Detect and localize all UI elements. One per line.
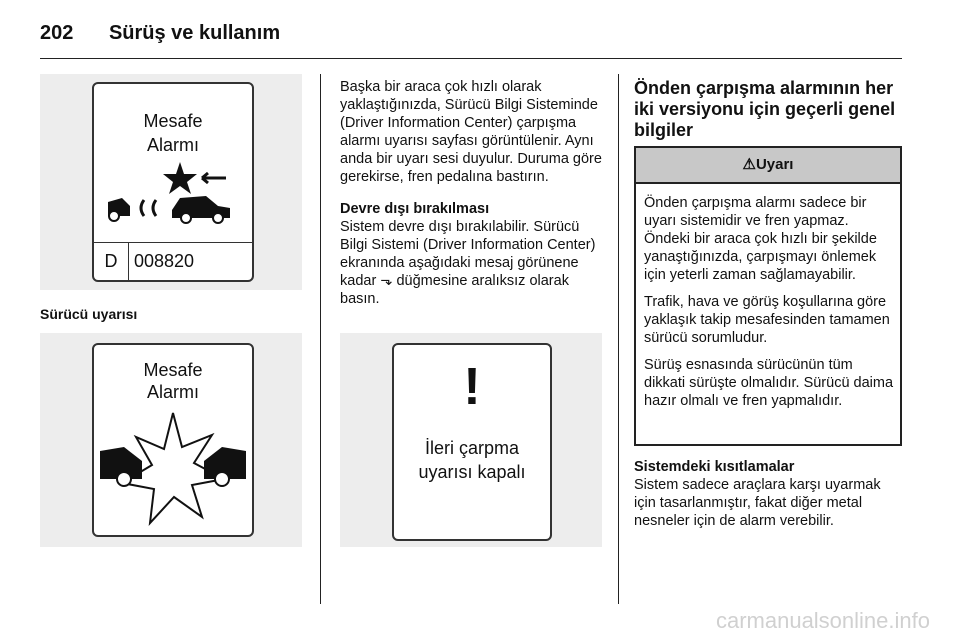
column-divider [320,74,321,604]
display-panel [92,82,254,282]
paragraph [340,218,604,308]
display-line-1: Mesafe [143,111,203,131]
button-symbol-icon: ⬎ [380,273,393,289]
collision-icon [94,405,252,535]
column-right-bottom [634,458,902,544]
watermark: carmanualsonline.info [715,608,930,633]
section-title: Sürüş ve kullanım [108,22,281,44]
warning-title: Uyarı [755,156,794,173]
subheading: Sistemdeki kısıtlamalar [634,459,795,475]
paragraph-text: Sistem devre dışı bırakılabilir. Sürücü Bilgi Sistemi (Driver Information Center) ekranında aşağıdaki mesaj görünene kadar [340,219,596,289]
car-approach-icon [94,158,252,238]
column-divider [618,74,619,604]
display-line-2: Alarmı [146,382,199,402]
display-panel [392,343,552,541]
warning-symbol: ! [463,358,481,416]
display-panel [92,343,254,537]
paragraph: Başka bir araca çok hızlı olarak yaklaştığınızda, Sürücü Bilgi Sisteminde (Driver Information Center) çarpışma alarmı uyarısı sayfası görüntülenir. Aynı anda bir uyarı sesi duyulur. Duruma göre gerekirse, fren pedalına bastırın. [340,79,602,185]
paragraph: Sistem sadece araçlara karşı uyarmak için tasarlanmıştır, fakat diğer metal nesneler için de alarm verebilir. [634,477,881,529]
column-middle [340,78,604,322]
figure-caption: Sürücü uyarısı [40,306,138,322]
warning-box [634,146,902,446]
subheading: Devre dışı bırakılması [340,201,490,217]
warning-paragraph: Sürüş esnasında sürücünün tüm dikkati sürüşte olmalıdır. Sürücü daima hazır olmalı ve fren yapmalıdır. [644,357,894,409]
warning-paragraph: Önden çarpışma alarmı sadece bir uyarı sistemidir ve fren yapmaz. Öndeki bir araca çok hızlı bir şekilde yanaştığınızda, çarpışmayı önlemek için yeterli zaman sağlamayabilir. [644,195,877,283]
paragraph-text: düğmesine aralıksız olarak basın. [340,273,569,307]
page-number: 202 [40,22,74,44]
figure-collision-alarm [40,333,302,547]
display-code: 008820 [134,251,195,271]
display-line-1: Mesafe [143,360,203,380]
display-code-letter: D [104,251,118,271]
display-line-2: uyarısı kapalı [418,462,526,482]
header-rule [40,58,902,59]
warning-paragraph: Trafik, hava ve görüş koşullarına göre yaklaşık takip mesafesinden tamamen sürücü sorumludur. [644,294,890,346]
section-heading: Önden çarpışma alarmının her iki versiyonu için geçerli genel bilgiler [634,78,896,140]
display-line-2: Alarmı [146,135,199,155]
warning-header [636,148,900,184]
page-header [40,22,280,45]
warning-body [636,184,900,410]
display-line-1: İleri çarpma [424,438,520,458]
figure-fcw-off [340,333,602,547]
figure-distance-alarm [40,74,302,290]
warning-triangle-icon: ⚠ [742,156,756,173]
